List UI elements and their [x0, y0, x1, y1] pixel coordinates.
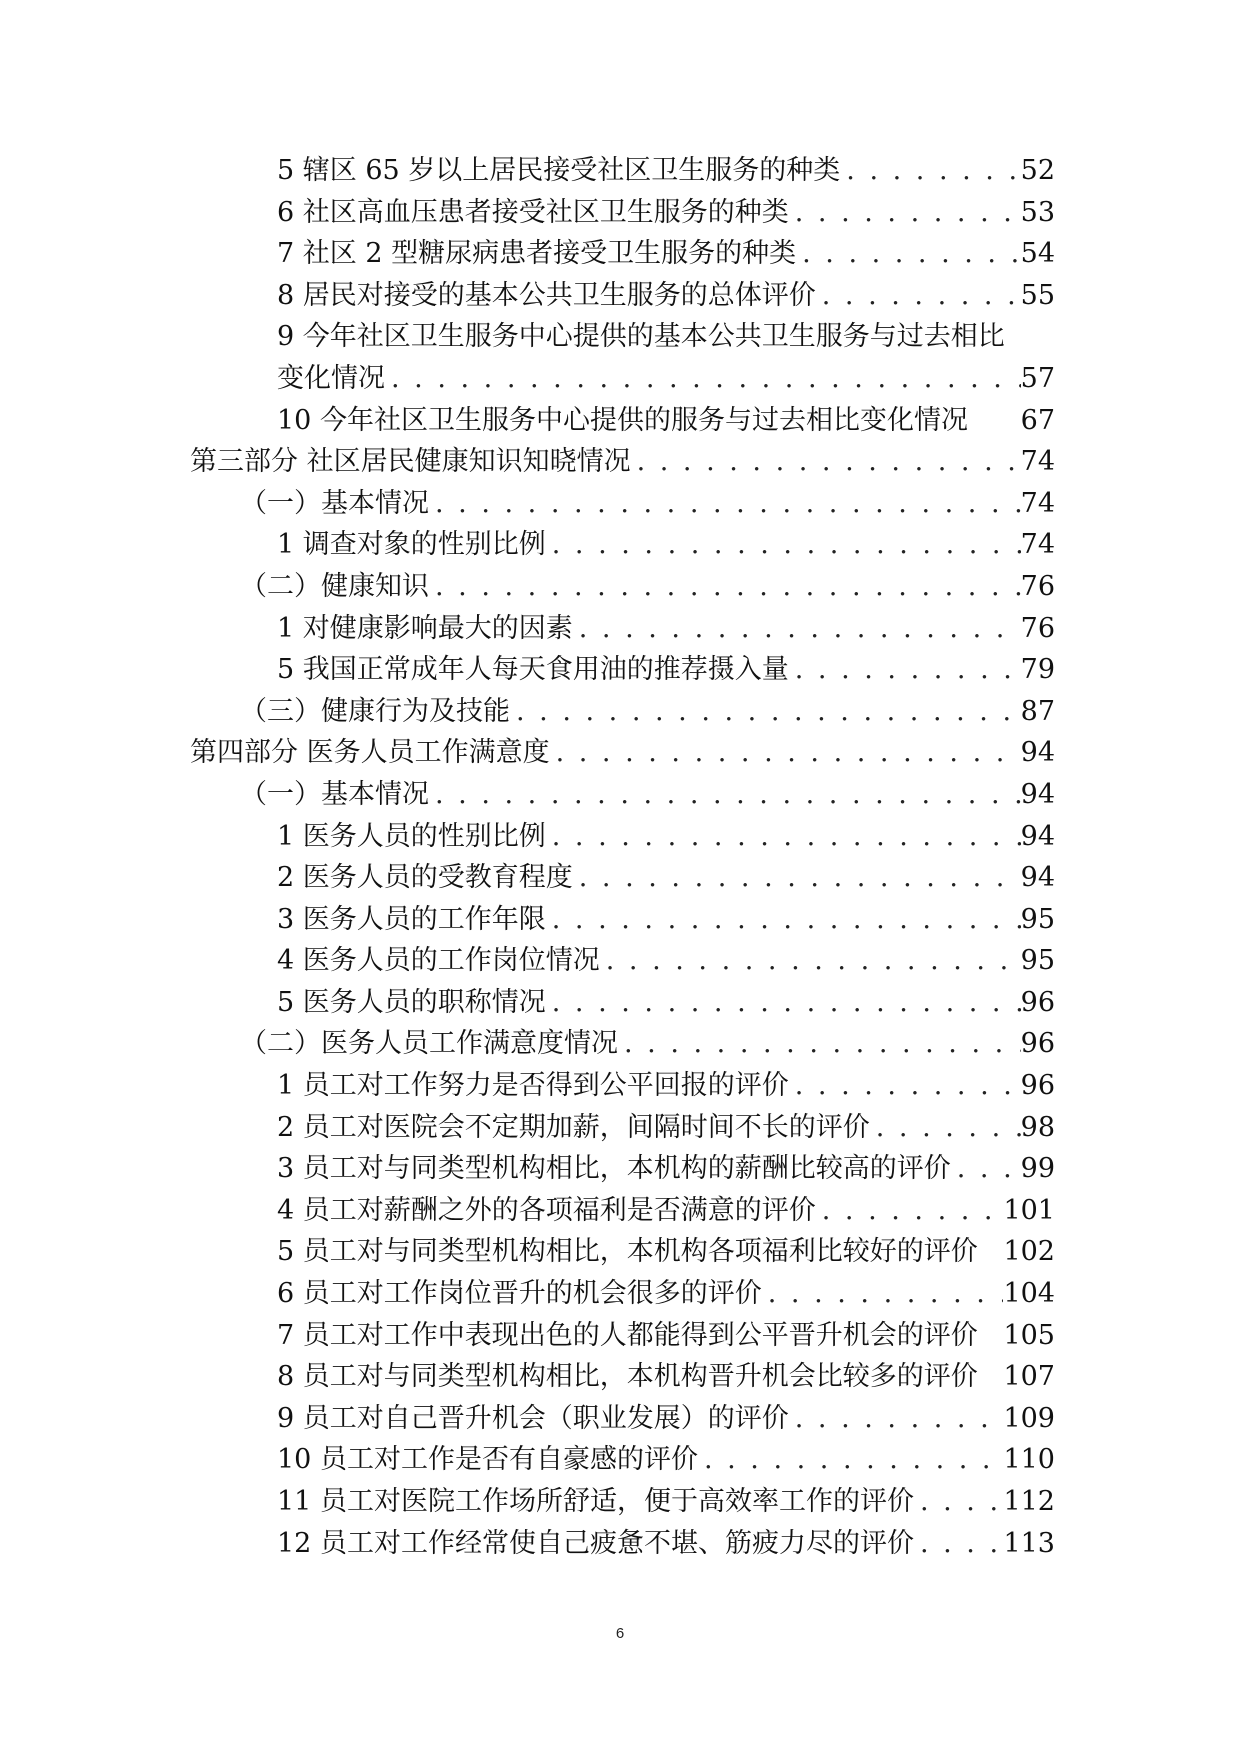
toc-entry-title: 5 医务人员的职称情况: [277, 986, 546, 1018]
toc-entry-title: 1 医务人员的性别比例: [277, 820, 546, 852]
toc-dot-leader: [914, 1523, 1004, 1565]
toc-dot-leader: [573, 857, 1021, 899]
toc-entry-title: 9 今年社区卫生服务中心提供的基本公共卫生服务与过去相比: [277, 321, 1005, 353]
toc-dot-leader: [546, 816, 1021, 858]
toc-item-entry[interactable]: [277, 524, 1240, 566]
toc-entry-title: 4 医务人员的工作岗位情况: [277, 945, 600, 977]
toc-item-entry[interactable]: [277, 1190, 1240, 1232]
toc-page-number: 67: [1020, 404, 1055, 436]
toc-dot-leader: [385, 358, 1021, 400]
toc-page-number: 112: [1003, 1486, 1055, 1517]
toc-item-entry[interactable]: [277, 608, 1240, 650]
toc-entry-title: 5 我国正常成年人每天食用油的推荐摄入量: [277, 654, 789, 686]
toc-page-number: 102: [1003, 1236, 1055, 1268]
table-of-contents: [0, 150, 1240, 1564]
toc-dot-leader: [631, 441, 1021, 483]
toc-item-entry[interactable]: [277, 1523, 1240, 1565]
toc-part-entry[interactable]: [190, 441, 1240, 483]
toc-entry-title: 变化情况: [277, 362, 385, 394]
toc-entry-title: （一）基本情况: [240, 778, 429, 810]
toc-dot-leader: [789, 1398, 1004, 1440]
toc-page-number: 96: [1020, 1070, 1055, 1102]
toc-item-entry[interactable]: [277, 275, 1240, 317]
toc-page-number: 107: [1003, 1361, 1055, 1393]
toc-page-number: 94: [1020, 862, 1055, 894]
toc-entry-title: 7 社区 2 型糖尿病患者接受卫生服务的种类: [277, 238, 797, 270]
toc-entry-title: 12 员工对工作经常使自己疲惫不堪、筋疲力尽的评价: [277, 1527, 914, 1559]
toc-item-entry[interactable]: [277, 940, 1240, 982]
toc-dot-leader: [816, 275, 1021, 317]
toc-page-number: 110: [1003, 1444, 1055, 1476]
toc-dot-leader: [951, 1148, 1021, 1190]
toc-item-entry[interactable]: [277, 1439, 1240, 1481]
toc-page-number: 99: [1020, 1153, 1055, 1185]
toc-item-entry[interactable]: [277, 1315, 1240, 1357]
toc-item-entry[interactable]: [277, 1481, 1240, 1523]
toc-page-number: 109: [1003, 1402, 1055, 1434]
toc-dot-leader: [816, 1190, 1004, 1232]
toc-dot-leader: [914, 1481, 1004, 1523]
toc-entry-title: 4 员工对薪酬之外的各项福利是否满意的评价: [277, 1194, 816, 1226]
toc-entry-title: 5 辖区 65 岁以上居民接受社区卫生服务的种类: [277, 155, 841, 186]
toc-dot-leader: [546, 982, 1021, 1024]
toc-item-entry[interactable]: [277, 982, 1240, 1024]
toc-entry-title: 1 员工对工作努力是否得到公平回报的评价: [277, 1070, 789, 1102]
toc-dot-leader: [546, 524, 1021, 566]
toc-item-entry[interactable]: [277, 1065, 1240, 1107]
toc-entry-title: 第四部分 医务人员工作满意度: [190, 737, 550, 769]
toc-item-entry[interactable]: [277, 1273, 1240, 1315]
toc-item-entry[interactable]: [277, 400, 1240, 442]
toc-item-entry[interactable]: [277, 1107, 1240, 1149]
toc-entry-title: 8 员工对与同类型机构相比，本机构晋升机会比较多的评价: [277, 1361, 978, 1393]
toc-entry-title: 7 员工对工作中表现出色的人都能得到公平晋升机会的评价: [277, 1319, 978, 1351]
toc-dot-leader: [796, 233, 1021, 275]
toc-page-number: 74: [1020, 487, 1055, 519]
toc-page-number: 98: [1020, 1111, 1055, 1143]
toc-page-number: 101: [1003, 1194, 1055, 1226]
toc-item-entry[interactable]: [277, 150, 1240, 192]
toc-page-number: 94: [1020, 737, 1055, 769]
toc-item-entry[interactable]: [277, 649, 1240, 691]
toc-entry-title: 8 居民对接受的基本公共卫生服务的总体评价: [277, 279, 816, 311]
toc-entry-title: 9 员工对自己晋升机会（职业发展）的评价: [277, 1402, 789, 1434]
toc-item-entry[interactable]: [277, 192, 1240, 234]
toc-entry-title: 11 员工对医院工作场所舒适，便于高效率工作的评价: [277, 1486, 914, 1517]
toc-page-number: 55: [1020, 279, 1055, 311]
toc-page-number: 79: [1020, 654, 1055, 686]
toc-item-entry[interactable]: [277, 1398, 1240, 1440]
toc-entry-title: 2 医务人员的受教育程度: [277, 862, 573, 894]
toc-dot-leader: [698, 1439, 1004, 1481]
toc-entry-title: 10 员工对工作是否有自豪感的评价: [277, 1444, 698, 1476]
toc-dot-leader: [789, 1065, 1021, 1107]
toc-entry-title: 2 员工对医院会不定期加薪，间隔时间不长的评价: [277, 1111, 870, 1143]
toc-item-entry[interactable]: [277, 1231, 1240, 1273]
toc-page-number: 104: [1003, 1278, 1055, 1310]
toc-entry-title: （三）健康行为及技能: [240, 695, 510, 727]
toc-page-number: 94: [1020, 820, 1055, 852]
toc-item-entry[interactable]: [277, 1148, 1240, 1190]
toc-entry-title: 6 社区高血压患者接受社区卫生服务的种类: [277, 196, 789, 228]
toc-entry-title: 3 员工对与同类型机构相比，本机构的薪酬比较高的评价: [277, 1153, 951, 1185]
toc-dot-leader: [429, 483, 1021, 525]
toc-page-number: 76: [1020, 570, 1055, 602]
toc-dot-leader: [550, 732, 1021, 774]
toc-item-entry[interactable]: [277, 816, 1240, 858]
toc-page-number: 96: [1020, 1028, 1055, 1060]
toc-page-number: 76: [1020, 612, 1055, 644]
toc-page-number: 53: [1020, 196, 1055, 228]
toc-page-number: 96: [1020, 986, 1055, 1018]
toc-dot-leader: [840, 150, 1020, 192]
toc-dot-leader: [573, 608, 1021, 650]
toc-page-number: 113: [1003, 1527, 1055, 1559]
toc-page-number: 87: [1020, 695, 1055, 727]
toc-page-number: 94: [1020, 778, 1055, 810]
toc-dot-leader: [789, 649, 1021, 691]
toc-item-entry[interactable]: [277, 358, 1240, 400]
toc-entry-title: 3 医务人员的工作年限: [277, 903, 546, 935]
toc-entry-title: 1 调查对象的性别比例: [277, 529, 546, 561]
toc-entry-title: 1 对健康影响最大的因素: [277, 612, 573, 644]
toc-dot-leader: [429, 774, 1021, 816]
toc-entry-title: 10 今年社区卫生服务中心提供的服务与过去相比变化情况: [277, 404, 968, 436]
toc-item-entry[interactable]: [277, 316, 1240, 358]
toc-page-number: 74: [1020, 529, 1055, 561]
toc-entry-title: 第三部分 社区居民健康知识知晓情况: [190, 446, 631, 478]
toc-page-number: 95: [1020, 945, 1055, 977]
toc-item-entry[interactable]: [277, 899, 1240, 941]
toc-part-entry[interactable]: [190, 732, 1240, 774]
toc-dot-leader: [618, 1023, 1021, 1065]
toc-section-entry[interactable]: [240, 566, 1240, 608]
toc-entry-title: （一）基本情况: [240, 487, 429, 519]
toc-page-number: 54: [1020, 238, 1055, 270]
toc-dot-leader: [510, 691, 1021, 733]
toc-entry-title: 5 员工对与同类型机构相比，本机构各项福利比较好的评价: [277, 1236, 978, 1268]
page-number: 6: [615, 1625, 625, 1642]
toc-page-number: 95: [1020, 903, 1055, 935]
toc-item-entry[interactable]: [277, 233, 1240, 275]
toc-page-number: 74: [1020, 446, 1055, 478]
toc-page-number: 52: [1020, 155, 1055, 186]
toc-section-entry[interactable]: [240, 691, 1240, 733]
toc-section-entry[interactable]: [240, 774, 1240, 816]
toc-page-number: 57: [1020, 362, 1055, 394]
toc-dot-leader: [429, 566, 1021, 608]
toc-item-entry[interactable]: [277, 1356, 1240, 1398]
toc-dot-leader: [546, 899, 1021, 941]
toc-entry-title: 6 员工对工作岗位晋升的机会很多的评价: [277, 1278, 762, 1310]
toc-entry-title: （二）健康知识: [240, 570, 429, 602]
toc-page-number: 105: [1003, 1319, 1055, 1351]
toc-item-entry[interactable]: [277, 857, 1240, 899]
toc-dot-leader: [762, 1273, 1004, 1315]
toc-section-entry[interactable]: [240, 483, 1240, 525]
toc-section-entry[interactable]: [240, 1023, 1240, 1065]
toc-dot-leader: [870, 1107, 1021, 1149]
toc-dot-leader: [600, 940, 1021, 982]
toc-dot-leader: [789, 192, 1021, 234]
toc-entry-title: （二）医务人员工作满意度情况: [240, 1028, 618, 1060]
